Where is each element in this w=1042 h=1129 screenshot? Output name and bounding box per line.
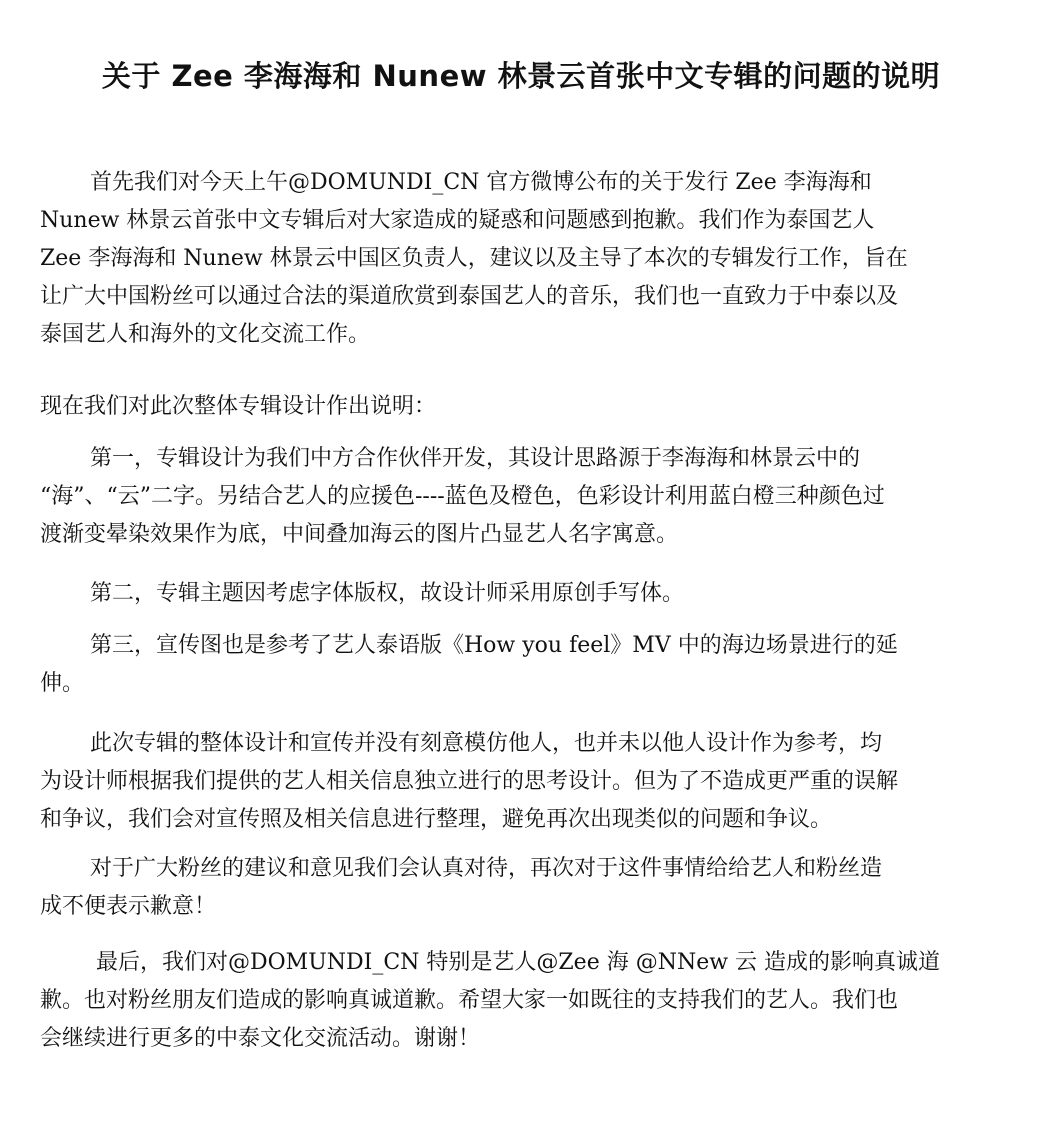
text-line: “海”、“云”二字。另结合艺人的应援色----蓝色及橙色，色彩设计利用蓝白橙三种颜色过: [40, 484, 885, 509]
page-title: 关于 Zee 李海海和 Nunew 林景云首张中文专辑的问题的说明: [101, 59, 941, 93]
text-line: 最后，我们对@DOMUNDI_CN 特别是艺人@Zee 海 @NNew 云 造成的影响真诚道: [96, 950, 941, 975]
text-line: 为设计师根据我们提供的艺人相关信息独立进行的思考设计。但为了不造成更严重的误解: [40, 769, 899, 794]
text-line: 会继续进行更多的中泰文化交流活动。谢谢！: [40, 1026, 481, 1051]
text-line: 泰国艺人和海外的文化交流工作。: [40, 322, 371, 347]
text-line: 成不便表示歉意！: [40, 894, 217, 919]
paragraph-point-one: [40, 440, 1010, 554]
text-line: Zee 李海海和 Nunew 林景云中国区负责人，建议以及主导了本次的专辑发行工作，旨在: [40, 246, 908, 271]
text-line: 现在我们对此次整体专辑设计作出说明：: [40, 394, 437, 419]
paragraph-design-clarification: [40, 725, 1010, 839]
text-line: 第一，专辑设计为我们中方合作伙伴开发，其设计思路源于李海海和林景云中的: [90, 446, 861, 471]
text-line: 对于广大粉丝的建议和意见我们会认真对待，再次对于这件事情给给艺人和粉丝造: [90, 856, 883, 881]
text-line: 此次专辑的整体设计和宣传并没有刻意模仿他人，也并未以他人设计作为参考，均: [90, 731, 883, 756]
paragraph-closing: [40, 944, 1010, 1058]
text-line: 渡渐变晕染效果作为底，中间叠加海云的图片凸显艺人名字寓意。: [40, 522, 679, 547]
text-line: 和争议，我们会对宣传照及相关信息进行整理，避免再次出现类似的问题和争议。: [40, 807, 833, 832]
text-line: Nunew 林景云首张中文专辑后对大家造成的疑惑和问题感到抱歉。我们作为泰国艺人: [40, 208, 875, 233]
paragraph-point-three: [40, 627, 1010, 703]
paragraph-intro: [40, 164, 1010, 354]
text-line: 第二，专辑主题因考虑字体版权，故设计师采用原创手写体。: [90, 581, 685, 606]
paragraph-statement-heading: [40, 388, 1010, 426]
paragraph-point-two: [40, 575, 1010, 613]
text-line: 伸。: [40, 671, 85, 696]
text-line: 首先我们对今天上午@DOMUNDI_CN 官方微博公布的关于发行 Zee 李海海和: [90, 170, 872, 195]
text-line: 第三，宣传图也是参考了艺人泰语版《How you feel》MV 中的海边场景进行的延: [90, 633, 898, 658]
text-line: 让广大中国粉丝可以通过合法的渠道欣赏到泰国艺人的音乐，我们也一直致力于中泰以及: [40, 284, 899, 309]
paragraph-apology-fans: [40, 850, 1010, 926]
text-line: 歉。也对粉丝朋友们造成的影响真诚道歉。希望大家一如既往的支持我们的艺人。我们也: [40, 988, 899, 1013]
